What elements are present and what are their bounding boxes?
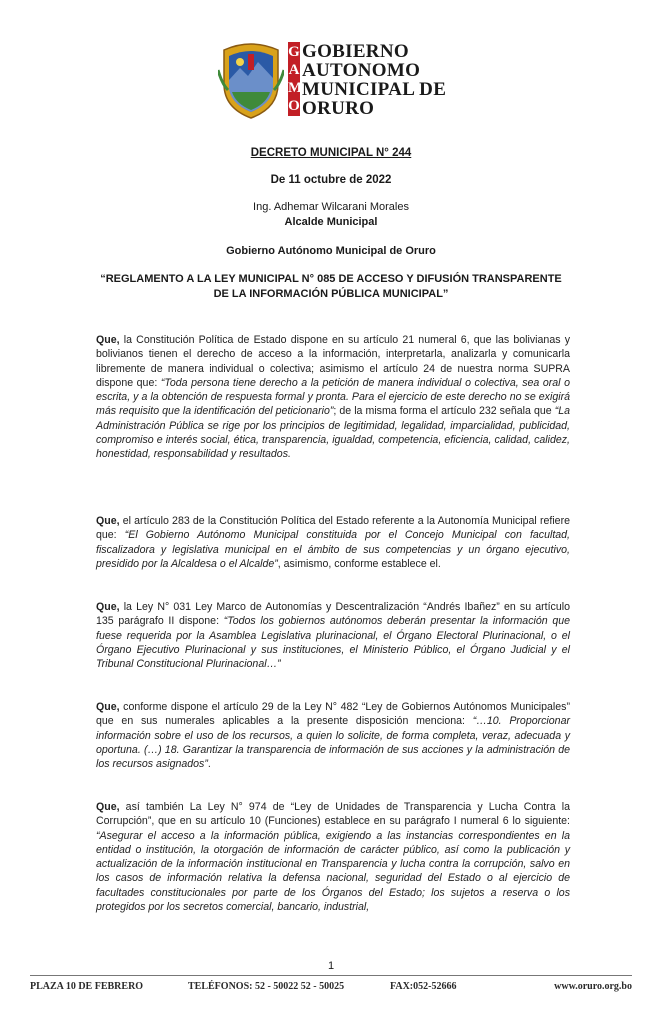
regulation-title-line: “REGLAMENTO A LA LEY MUNICIPAL N° 085 DE ACCESO Y DIFUSIÓN TRANSPARENTE [100,273,562,285]
paragraph-quote: “Todos los gobiernos autónomos deberán presentar la información que fuese requerida por la Asamblea Legislativa plurinacional, el Órgano Electoral Plurinacional, o el Órgano Ejecutivo Plurinacional y sus instituciones, el Ministerio Público, el Órgano Judicial y el Tribunal Constitucional Plurinacional…” [96,615,570,671]
paragraph [96,333,570,462]
decree-number: DECRETO MUNICIPAL N° 244 [250,147,412,159]
paragraph-lead: Que, [96,701,120,713]
paragraph [96,800,570,914]
footer [30,981,632,997]
brand-letter: G [288,44,300,60]
paragraph-quote: “…10. Proporcionar información sobre el uso de los recursos, a quien lo solicite, de forma completa, veraz, adecuada y oportuna. (…) 18. Garantizar la transparencia de información de sus acciones y la administración de los recursos asignados” [96,715,570,771]
paragraph-text: así también La Ley N° 974 de “Ley de Unidades de Transparencia y Lucha Contra la Corrupción”, que en su artículo 10 (Funciones) establece en su parágrafo I numeral 6 lo siguiente: [96,801,570,828]
brand-letter: A [288,62,300,78]
mayor-name: Ing. Adhemar Wilcarani Morales [253,201,409,213]
paragraph-quote: “El Gobierno Autónomo Municipal constituida por el Concejo Municipal con facultad, fiscalizadora y legislativa municipal en el ámbito de sus competencias y un órgano ejecutivo, presidido por la Alcaldesa o el Alcalde” [96,529,570,570]
paragraph-quote: “Toda persona tiene derecho a la petición de manera individual o colectiva, sea oral o escrita, y a la obtención de respuesta formal y pronta. Para el ejercicio de este derecho no se exigirá más requisito que la identificación del peticionario” [96,376,570,418]
footer-fax: FAX:052-52666 [390,981,457,992]
regulation-title [0,272,662,302]
paragraph-quote: “La Administración Pública se rige por los principios de legitimidad, legalidad, imparcialidad, publicidad, compromiso e interés social, ética, transparencia, igualdad, competencia, eficiencia, calidad, calidez, honestidad, responsabilidad y resultados. [96,405,570,461]
government-name: Gobierno Autónomo Municipal de Oruro [226,245,436,257]
footer-phones: TELÉFONOS: 52 - 50022 52 - 50025 [188,981,345,992]
paragraph-text: ; de la misma forma el artículo 232 señala que [333,405,555,418]
org-name-line: MUNICIPAL DE [302,79,447,100]
org-name-line: GOBIERNO [302,41,409,62]
regulation-title-line: DE LA INFORMACIÓN PÚBLICA MUNICIPAL” [213,288,449,300]
decree-date: De 11 octubre de 2022 [270,174,392,186]
page-number: 1 [327,960,335,972]
mayor-role: Alcalde Municipal [284,216,378,228]
paragraph-text: conforme dispone el artículo 29 de la Ley N° 482 “Ley de Gobiernos Autónomos Municipales” que en sus numerales aplicables a la presente disposición menciona: [96,701,570,728]
municipal-logo [218,38,458,122]
brand-letter: O [288,98,300,114]
paragraph-text: el artículo 283 de la Constitución Política del Estado referente a la Autonomía Municipal refiere que: [96,515,570,542]
brand-letter: M [288,80,303,96]
paragraph-lead: Que, [96,601,120,613]
org-name-line: ORURO [302,98,375,119]
paragraph-text: , asimismo, conforme establece el. [277,557,441,570]
org-name-line: AUTONOMO [302,60,421,81]
footer-website[interactable]: www.oruro.org.bo [554,981,632,992]
paragraph [96,700,570,771]
paragraph-text: la Constitución Política de Estado dispone en su artículo 21 numeral 6, que las bolivianas y bolivianos tienen el derecho de acceso a la información, interpretarla, analizarla y comunicarla libremente de manera individual o colectiva; asimismo el artículo 24 de nuestra norma SUPRA dispone que: [96,334,570,389]
coat-of-arms-icon [218,40,284,120]
paragraph-text: la Ley N° 031 Ley Marco de Autonomías y Descentralización “Andrés Ibañez” en su artículo 135 parágrafo II dispone: [96,601,570,628]
paragraph [96,514,570,571]
paragraph [96,600,570,671]
paragraph-lead: Que, [96,801,120,813]
paragraph-lead: Que, [96,515,120,527]
paragraph-text: . [207,758,211,771]
paragraph-quote: “Asegurar el acceso a la información pública, exigiendo a las instancias correspondientes en la entidad o institución, la otorgación de información de carácter público, así como la publicación y actualización de la información institucional en Transparencia y lucha contra la corrupción, salvo en los casos de información relativa la defensa nacional, seguridad del Estado o al ejercicio de facultades constitucionales por parte de los Órganos del Estado; los sujetos a reserva o los protegidos por los secretos comercial, bancario, industrial, [96,829,570,914]
paragraph-lead: Que, [96,334,120,346]
footer-address: PLAZA 10 DE FEBRERO [30,981,144,992]
footer-divider [30,975,632,976]
